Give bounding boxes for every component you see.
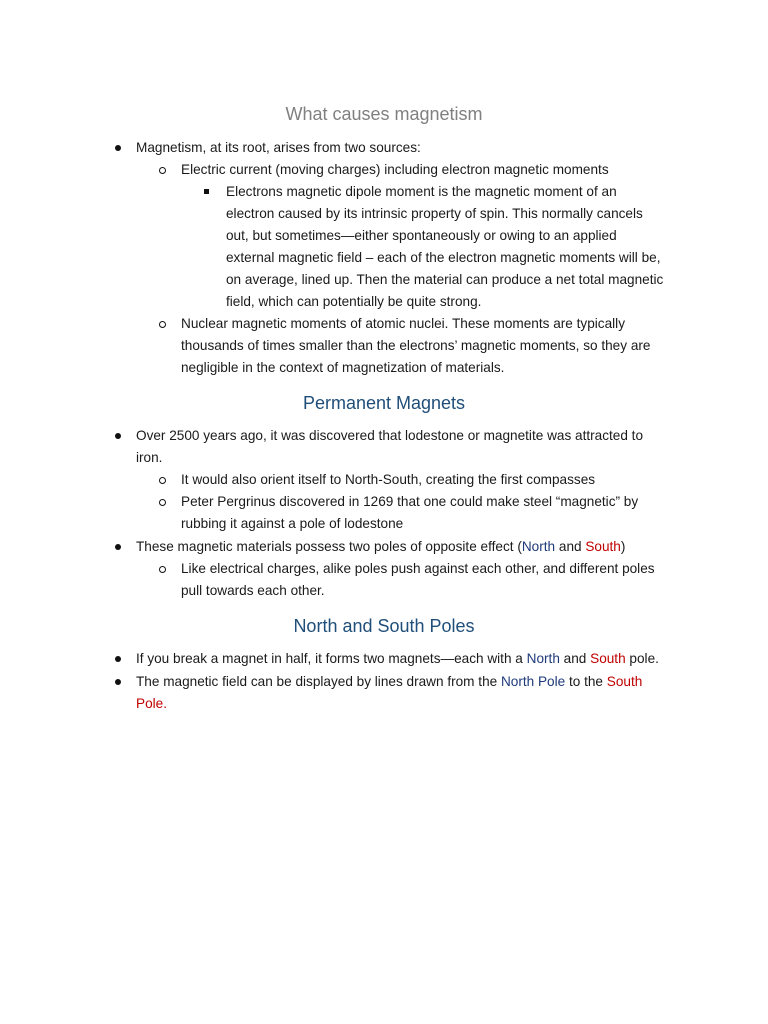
text-line: out, but sometimes—either spontaneously or owing to an applied (226, 228, 617, 243)
north-label: North (526, 651, 560, 666)
text-line: Over 2500 years ago, it was discovered that lodestone or magnetite was attracted to (136, 428, 644, 443)
text-line: electron caused by its intrinsic property of spin. This normally cancels (226, 206, 643, 221)
bullet-circle (159, 167, 166, 174)
text-line: If you break a magnet in half, it forms two magnets—each with a North and South pole. (136, 651, 659, 666)
bullet-dot (115, 145, 121, 151)
text-line: pull towards each other. (181, 583, 325, 598)
south-label: South (590, 651, 626, 666)
text-line: on average, lined up. Then the material can produce a net total magnetic (226, 272, 664, 287)
bullet-dot (115, 679, 121, 685)
bullet-dot (115, 656, 121, 662)
south-pole-label: Pole. (136, 696, 167, 711)
text-line: iron. (136, 450, 163, 465)
text-line: negligible in the context of magnetization of materials. (181, 360, 505, 375)
south-label: South (585, 539, 621, 554)
text-line: These magnetic materials possess two poles of opposite effect (North and South) (136, 539, 626, 554)
text-line: The magnetic field can be displayed by lines drawn from the North Pole to the South (136, 674, 643, 689)
south-label: South (606, 674, 643, 689)
heading-permanent-magnets: Permanent Magnets (302, 393, 466, 413)
heading-north-and-south-poles: North and South Poles (293, 616, 475, 636)
north-pole-label: North Pole (500, 674, 566, 689)
text-line: It would also orient itself to North-South, creating the first compasses (181, 472, 596, 487)
text-line: Peter Pergrinus discovered in 1269 that one could make steel “magnetic” by (181, 494, 639, 509)
text-line: rubbing it against a pole of lodestone (181, 516, 404, 531)
text-line: external magnetic field – each of the electron magnetic moments will be, (226, 250, 661, 265)
bullet-circle (159, 566, 166, 573)
bullet-circle (159, 477, 166, 484)
text-line: field, which can potentially be quite strong. (226, 294, 482, 309)
bullet-dot (115, 433, 121, 439)
text-line: thousands of times smaller than the electrons’ magnetic moments, so they are (181, 338, 651, 353)
bullet-dot (115, 544, 121, 550)
bullet-circle (159, 499, 166, 506)
text-line: Electric current (moving charges) including electron magnetic moments (181, 162, 609, 177)
text-line: Magnetism, at its root, arises from two sources: (136, 140, 421, 155)
bullet-square (204, 189, 209, 194)
text-line: Nuclear magnetic moments of atomic nuclei. These moments are typically (181, 316, 625, 331)
heading-what-causes-magnetism: What causes magnetism (285, 104, 483, 124)
north-label: North (521, 539, 556, 554)
text-line: Like electrical charges, alike poles push against each other, and different poles (181, 561, 655, 576)
text-line: Electrons magnetic dipole moment is the magnetic moment of an (226, 184, 617, 199)
bullet-circle (159, 321, 166, 328)
